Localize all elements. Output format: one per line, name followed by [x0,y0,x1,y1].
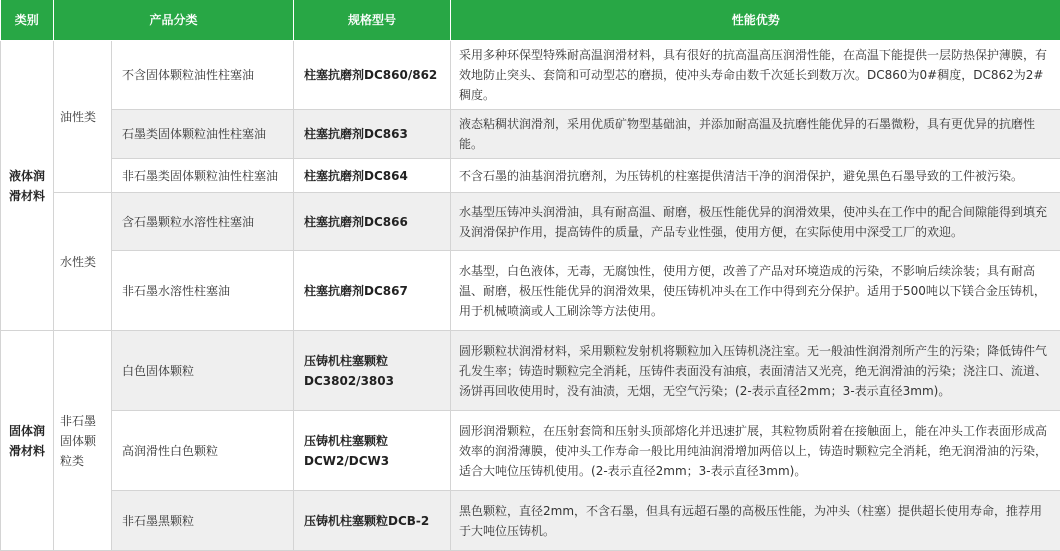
product-model: 压铸机柱塞颗粒DCW2/DCW3 [294,411,451,491]
header-advantages: 性能优势 [451,0,1060,41]
product-model: 柱塞抗磨剂DC864 [294,159,451,193]
product-model: 压铸机柱塞颗粒DC3802/3803 [294,331,451,411]
product-model: 柱塞抗磨剂DC867 [294,251,451,331]
table-row [1,193,1060,251]
product-name: 不含固体颗粒油性柱塞油 [112,41,294,110]
product-name: 非石墨类固体颗粒油性柱塞油 [112,159,294,193]
product-description: 液态粘稠状润滑剂，采用优质矿物型基础油，并添加耐高温及抗磨性能优异的石墨微粉，具有更优异的抗磨性能。 [451,110,1060,159]
product-model: 柱塞抗磨剂DC866 [294,193,451,251]
table-row [1,251,1060,331]
table-row [1,41,1060,110]
table-row [1,331,1060,411]
category-liquid: 液体润滑材料 [1,41,54,331]
table-header-row [1,0,1060,41]
product-name: 白色固体颗粒 [112,331,294,411]
subcategory-oil: 油性类 [54,41,112,193]
product-model: 柱塞抗磨剂DC860/862 [294,41,451,110]
product-name: 非石墨黑颗粒 [112,491,294,551]
header-product-class: 产品分类 [54,0,294,41]
product-description: 圆形润滑颗粒，在压射套筒和压射头顶部熔化并迅速扩展，其粒物质附着在接触面上，能在冲头工作表面形成高效率的润滑薄膜，使冲头工作寿命一般比用纯油润滑增加两倍以上，铸造时颗粒完全消耗，绝无润滑油的污染，适合大吨位压铸机使用。(2-表示直径2mm；3-表示直径3mm)。 [451,411,1060,491]
product-description: 水基型，白色液体，无毒，无腐蚀性，使用方便，改善了产品对环境造成的污染，不影响后续涂装；具有耐高温、耐磨，极压性能优异的润滑效果，使压铸机冲头在工作中得到充分保护。适用于500吨以下镁合金压铸机，用于机械喷滴或人工刷涂等方法使用。 [451,251,1060,331]
product-name: 非石墨水溶性柱塞油 [112,251,294,331]
product-model: 压铸机柱塞颗粒DCB-2 [294,491,451,551]
table-row [1,411,1060,491]
table-row [1,491,1060,551]
product-description: 不含石墨的油基润滑抗磨剂，为压铸机的柱塞提供清洁干净的润滑保护，避免黑色石墨导致的工件被污染。 [451,159,1060,193]
header-model: 规格型号 [294,0,451,41]
product-model: 柱塞抗磨剂DC863 [294,110,451,159]
product-description: 采用多种环保型特殊耐高温润滑材料，具有很好的抗高温高压润滑性能，在高温下能提供一层防热保护薄膜，有效地防止突头、套筒和可动型芯的磨损，使冲头寿命由数千次延长到数万次。DC860为0#稠度，DC862为2#稠度。 [451,41,1060,110]
product-name: 石墨类固体颗粒油性柱塞油 [112,110,294,159]
table-row [1,110,1060,159]
product-name: 高润滑性白色颗粒 [112,411,294,491]
product-description: 水基型压铸冲头润滑油，具有耐高温、耐磨，极压性能优异的润滑效果，使冲头在工作中的配合间隙能得到填充及润滑保护作用，提高铸件的质量，产品专业性强，使用方便，在实际使用中深受工厂的欢迎。 [451,193,1060,251]
table-row [1,159,1060,193]
category-solid: 固体润滑材料 [1,331,54,551]
product-description: 黑色颗粒，直径2mm，不含石墨，但具有远超石墨的高极压性能，为冲头（柱塞）提供超长使用寿命，推荐用于大吨位压铸机。 [451,491,1060,551]
product-description: 圆形颗粒状润滑材料，采用颗粒发射机将颗粒加入压铸机浇注室。无一般油性润滑剂所产生的污染；降低铸件气孔发生率；铸造时颗粒完全消耗，压铸件表面没有油痕，表面清洁又光亮，绝无润滑油的污染；浇注口、流道、汤饼再回收使用时，没有油渍，无烟，无空气污染；(2-表示直径2mm；3-表示直径3mm)。 [451,331,1060,411]
subcategory-water: 水性类 [54,193,112,331]
header-category: 类别 [1,0,54,41]
product-name: 含石墨颗粒水溶性柱塞油 [112,193,294,251]
subcategory-nongraphite-solid: 非石墨固体颗粒类 [54,331,112,551]
